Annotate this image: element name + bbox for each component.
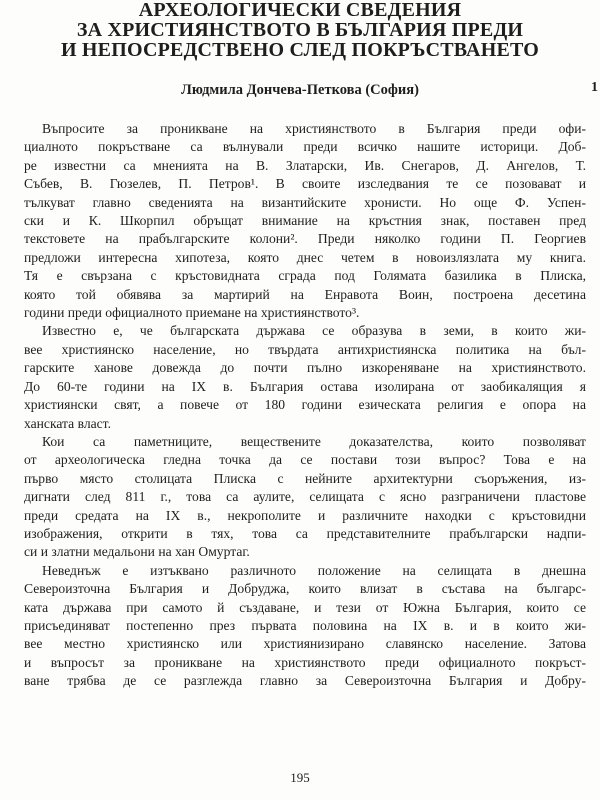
text-line: ване трябва де се разглежда главно за Североизточна България и Добру- xyxy=(24,673,586,689)
title-line: ЗА ХРИСТИЯНСТВОТО В БЪЛГАРИЯ ПРЕДИ xyxy=(76,19,524,41)
text-line: текстовете на прабългарските колони². Преди няколко години П. Георгиев xyxy=(24,231,586,247)
text-line: тълкуват главно сведенията на византийските хронисти. Но още Ф. Успен- xyxy=(24,194,586,210)
paragraph xyxy=(24,562,586,691)
text-line: ката държава при самото й създаване, и тези от Южна България, които се xyxy=(24,599,586,615)
paragraph xyxy=(24,433,586,562)
text-line: първо място столицата Плиска с нейните архитектурни съоръжения, из- xyxy=(24,470,586,486)
text-line: предложи интересна хипотеза, която днес четем в новоизлязлата му книга. xyxy=(24,249,586,265)
text-line: вее християнско население, но твърдата антихристиянска политика на бъл- xyxy=(24,341,586,357)
text-line: си и златни медальони на хан Омуртаг. xyxy=(24,544,250,560)
text-line: Неведнъж е изтъквано различното положение на селищата в днешна xyxy=(42,562,586,578)
text-line: Въпросите за проникване на християнството в България преди офи- xyxy=(42,121,586,136)
text-line: Кои са паметниците, веществените доказателства, които позволяват xyxy=(42,433,586,449)
text-line: До 60-те години на IX в. България остава изолирана от заобикалящия я xyxy=(24,378,586,394)
title-line: АРХЕОЛОГИЧЕСКИ СВЕДЕНИЯ xyxy=(138,0,462,21)
title-line: И НЕПОСРЕДСТВЕНО СЛЕД ПОКРЪСТВАНЕТО xyxy=(60,39,540,61)
text-line: гарските ханове довежда до почти пълно изкореняване на християнството. xyxy=(24,360,586,376)
text-line: вее местно християнско или християнизирано славянско население. Затова xyxy=(24,636,586,652)
text-line: ханската власт. xyxy=(24,415,111,431)
text-line: присъединяват постепенно през първата половина на IX в. и в които жи- xyxy=(24,617,586,633)
text-line: циалното покръстване са вълнували преди всичко нашите историци. Доб- xyxy=(24,139,586,155)
author-byline: Людмила Дончева-Петкова (София) xyxy=(181,82,419,98)
text-line: и въпросът за проникване на християнството преди официалното покръст- xyxy=(24,654,586,670)
text-line: ски и К. Шкорпил обръщат внимание на кръстния знак, поставен пред xyxy=(24,213,586,229)
text-line: ре известни са мненията на В. Златарски, Ив. Снегаров, Д. Ангелов, Т. xyxy=(24,157,586,173)
text-line: Събев, В. Гюзелев, П. Петров¹. В своите изследвания те се позовават и xyxy=(24,176,586,192)
text-line: от археологическа гледна точка да се постави този въпрос? Това е на xyxy=(24,452,586,468)
article-title xyxy=(0,0,600,60)
text-line: Североизточна България и Добруджа, които влизат в състава на българс- xyxy=(24,581,586,597)
text-line: години преди официалното приемане на християнството³. xyxy=(24,305,360,321)
text-line: която той обявява за мартирий на Енравота Воин, построена десетина xyxy=(24,286,586,302)
paragraph xyxy=(24,322,586,432)
text-line: Известно е, че българската държава се образува в земи, в които жи- xyxy=(42,323,586,339)
page-number: 195 xyxy=(290,770,310,785)
text-line: изображения, открити в тях, това са представителните прабългарски надпи- xyxy=(24,525,586,541)
text-line: Тя е свързана с кръстовидната сграда под Голямата базилика в Плиска, xyxy=(24,268,586,284)
text-line: преди средата на IX в., некрополите и различните находки с кръстовидни xyxy=(24,507,586,523)
article-body xyxy=(24,120,586,691)
margin-mark: 1 xyxy=(591,80,598,95)
text-line: дигнати след 811 г., това са аулите, селищата с ясно разграничени пластове xyxy=(24,489,586,505)
paragraph xyxy=(24,120,586,322)
text-line: християнски свят, а повече от 180 години езическата религия е опора на xyxy=(24,397,586,413)
